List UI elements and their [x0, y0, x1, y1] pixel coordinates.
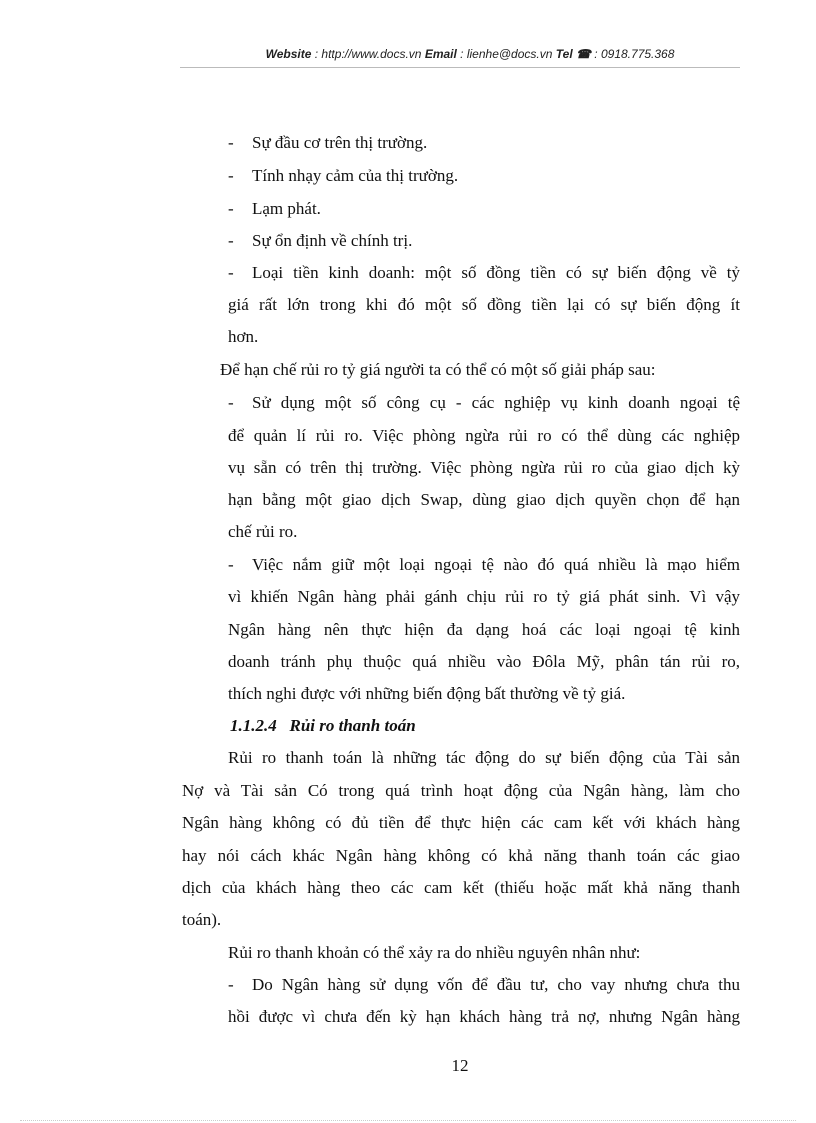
- paragraph-line: dịch của khách hàng theo các cam kết (thiếu hoặc mất khả năng thanh: [182, 878, 740, 897]
- solution-1-line: Sử dụng một số công cụ - các nghiệp vụ kinh doanh ngoại tệ: [252, 393, 740, 412]
- solution-2-line: Việc nắm giữ một loại ngoại tệ nào đó quá nhiều là mạo hiểm: [252, 555, 740, 574]
- bullet-dash: -: [228, 231, 234, 250]
- intro-sentence: Để hạn chế rủi ro tỷ giá người ta có thể có một số giải pháp sau:: [220, 360, 656, 379]
- paragraph-line: Ngân hàng không có đủ tiền để thực hiện các cam kết với khách hàng: [182, 813, 740, 832]
- paragraph-line: Nợ và Tài sản Có trong quá trình hoạt động của Ngân hàng, làm cho: [182, 781, 740, 800]
- email-label: Email: [424, 47, 457, 61]
- website-url[interactable]: http://www.docs.vn: [321, 47, 422, 61]
- solution-1-line: để quản lí rủi ro. Việc phòng ngừa rủi ro có thể dùng các nghiệp: [228, 426, 740, 445]
- bullet-inflation: Lạm phát.: [252, 199, 321, 218]
- section-title: Rủi ro thanh toán: [289, 716, 416, 735]
- page-edge-divider: [20, 1120, 796, 1121]
- cause-1-line: Do Ngân hàng sử dụng vốn để đầu tư, cho vay nhưng chưa thu: [252, 975, 740, 994]
- header-divider: [180, 67, 740, 68]
- email-value[interactable]: lienhe@docs.vn: [466, 47, 553, 61]
- bullet-dash: -: [228, 555, 234, 574]
- bullet-dash: -: [228, 133, 234, 152]
- page-number: 12: [451, 1056, 469, 1075]
- cause-1-line: hồi được vì chưa đến kỳ hạn khách hàng trả nợ, nhưng Ngân hàng: [228, 1007, 740, 1026]
- paragraph-2: Rủi ro thanh khoản có thể xảy ra do nhiều nguyên nhân như:: [228, 943, 641, 962]
- section-number: 1.1.2.4: [230, 716, 277, 735]
- phone-icon: ☎: [576, 47, 591, 61]
- paragraph-line: Rủi ro thanh toán là những tác động do sự biến động của Tài sản: [228, 748, 740, 767]
- solution-1-line: vụ sẵn có trên thị trường. Việc phòng ngừa rủi ro của giao dịch kỳ: [228, 458, 740, 477]
- solution-1-line: chế rủi ro.: [228, 522, 298, 541]
- bullet-dash: -: [228, 263, 234, 282]
- bullet-currency-line: giá rất lớn trong khi đó một số đồng tiền lại có sự biến động ít: [228, 295, 740, 314]
- solution-2-line: vì khiến Ngân hàng phải gánh chịu rủi ro tỷ giá phát sinh. Vì vậy: [228, 587, 740, 606]
- tel-label: Tel: [555, 47, 573, 61]
- website-label: Website: [265, 47, 312, 61]
- bullet-currency-line: Loại tiền kinh doanh: một số đồng tiền có sự biến động về tỷ: [252, 263, 740, 282]
- bullet-politics: Sự ổn định về chính trị.: [252, 231, 413, 250]
- solution-2-line: doanh tránh phụ thuộc quá nhiều vào Đôla Mỹ, phân tán rủi ro,: [228, 652, 740, 671]
- bullet-dash: -: [228, 199, 234, 218]
- bullet-speculation: Sự đầu cơ trên thị trường.: [252, 133, 428, 152]
- solution-1-line: hạn bằng một giao dịch Swap, dùng giao dịch quyền chọn để hạn: [228, 490, 740, 509]
- section-heading: [230, 716, 416, 736]
- solution-2-line: thích nghi được với những biến động bất thường về tỷ giá.: [228, 684, 626, 703]
- solution-2-line: Ngân hàng nên thực hiện đa dạng hoá các loại ngoại tệ kinh: [228, 620, 740, 639]
- tel-value: 0918.775.368: [600, 47, 675, 61]
- bullet-sensitivity: Tính nhạy cảm của thị trường.: [252, 166, 459, 185]
- bullet-dash: -: [228, 975, 234, 994]
- paragraph-line: toán).: [182, 910, 222, 929]
- paragraph-line: hay nói cách khác Ngân hàng không có khả năng thanh toán các giao: [182, 846, 740, 865]
- page-header: Website : http://www.docs.vn Email : lienhe@docs.vn Tel ☎ : 0918.775.368: [265, 47, 675, 61]
- bullet-dash: -: [228, 393, 234, 412]
- bullet-dash: -: [228, 166, 234, 185]
- bullet-currency-line: hơn.: [228, 327, 259, 346]
